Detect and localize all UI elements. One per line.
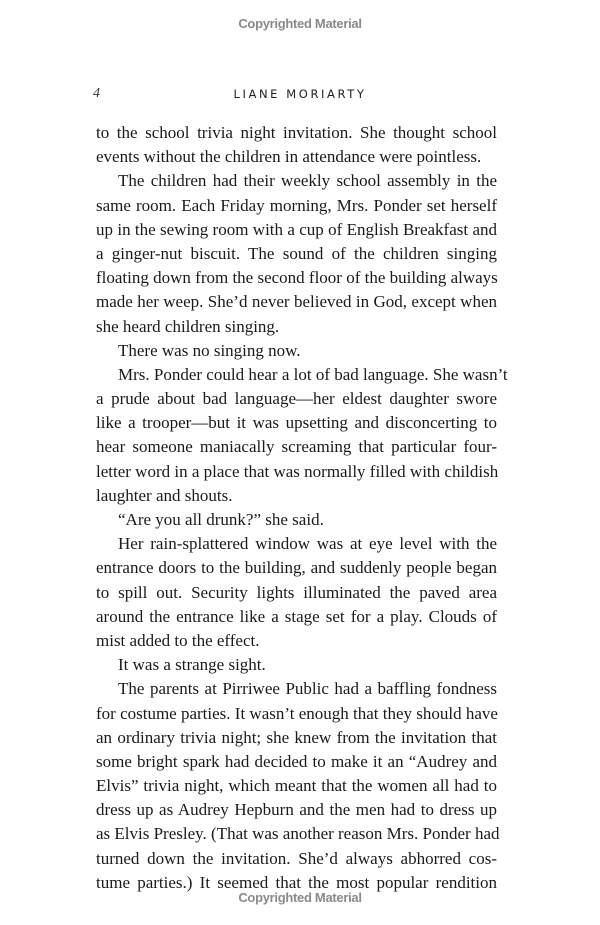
text-line: letter word in a place that was normally filled with childish — [96, 461, 499, 481]
text-line: turned down the invitation. She’d always abhorred cos- — [96, 848, 497, 868]
text-line: laughter and shouts. — [96, 485, 233, 505]
text-line: some bright spark had decided to make it an “Audrey and — [96, 751, 497, 771]
text-line: There was no singing now. — [118, 340, 301, 360]
copyright-watermark-bottom: Copyrighted Material — [238, 890, 362, 905]
copyright-watermark-top: Copyrighted Material — [238, 16, 362, 31]
text-line: Mrs. Ponder could hear a lot of bad language. She wasn’t — [118, 364, 508, 384]
text-line: Her rain-splattered window was at eye level with the — [118, 534, 497, 554]
running-head — [0, 86, 600, 106]
text-line: entrance doors to the building, and suddenly people began — [96, 558, 497, 578]
text-line: to the school trivia night invitation. She thought school — [96, 123, 497, 142]
text-line: mist added to the effect. — [96, 630, 260, 650]
text-line: she heard children singing. — [96, 316, 280, 336]
text-line: like a trooper—but it was upsetting and disconcerting to — [96, 413, 497, 433]
text-line: tume parties.) It seemed that the most popular rendition — [96, 872, 497, 892]
text-line: same room. Each Friday morning, Mrs. Ponder set herself — [96, 195, 497, 215]
text-line: floating down from the second floor of the building always — [96, 268, 498, 288]
text-line: The children had their weekly school assembly in the — [118, 171, 497, 191]
text-line: up in the sewing room with a cup of English Breakfast and — [96, 219, 497, 239]
text-line: a prude about bad language—her eldest daughter swore — [96, 389, 497, 409]
text-line: an ordinary trivia night; she knew from the invitation that — [96, 727, 497, 747]
text-line: “Are you all drunk?” she said. — [118, 510, 324, 529]
text-line: dress up as Audrey Hepburn and the men had to dress up — [96, 800, 497, 820]
author-name: LIANE MORIARTY — [233, 87, 367, 101]
text-line: for costume parties. It wasn’t enough that they should have — [96, 703, 498, 723]
text-line: It was a strange sight. — [118, 655, 266, 675]
text-line: to spill out. Security lights illuminated the paved area — [96, 582, 497, 602]
text-line: Elvis” trivia night, which meant that the women all had to — [96, 776, 497, 796]
text-line: events without the children in attendance were pointless. — [96, 147, 482, 167]
text-line: a ginger-nut biscuit. The sound of the children singing — [96, 243, 497, 263]
body-text — [96, 121, 508, 895]
page-number: 4 — [93, 86, 100, 101]
text-line: hear someone maniacally screaming that particular four- — [96, 437, 497, 457]
text-line: made her weep. She’d never believed in God, except when — [96, 292, 497, 312]
text-line: The parents at Pirriwee Public had a baffling fondness — [118, 679, 497, 699]
text-line: as Elvis Presley. (That was another reason Mrs. Ponder had — [96, 824, 500, 844]
text-line: around the entrance like a stage set for a play. Clouds of — [96, 606, 497, 626]
